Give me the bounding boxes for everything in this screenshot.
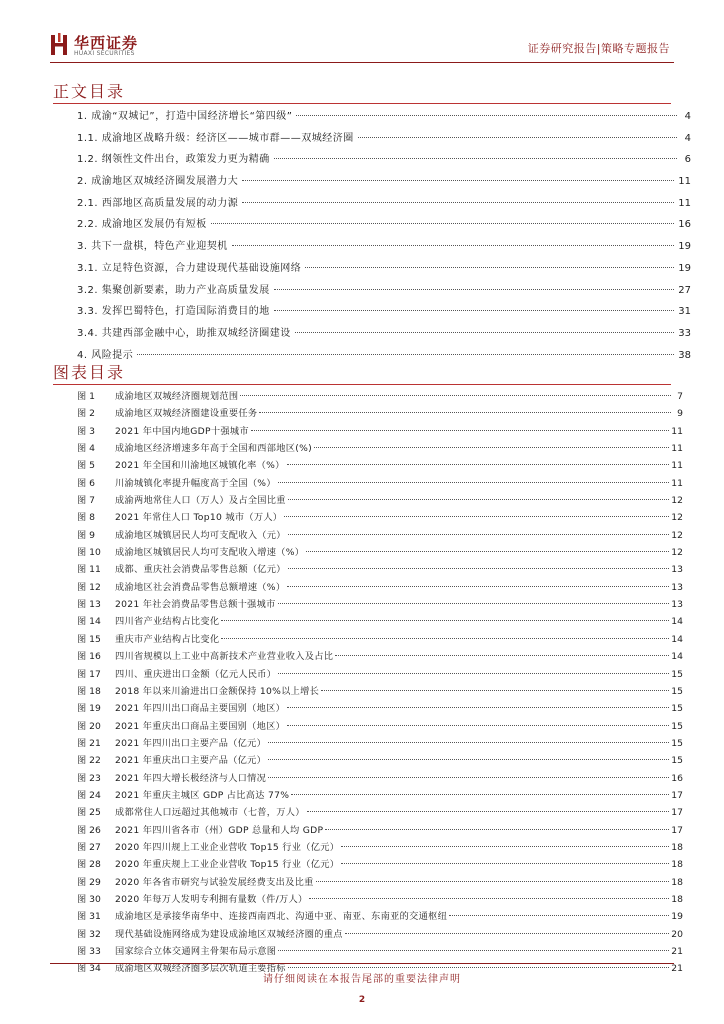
dot-leader	[274, 310, 675, 311]
toc-entry-label: 3.3. 发挥巴蜀特色，打造国际消费目的地	[77, 306, 270, 318]
dot-leader	[268, 777, 669, 778]
figure-entry-number: 图 24	[77, 789, 101, 801]
figure-entry-label: 成渝地区经济增速多年高于全国和西部地区(%)	[115, 443, 313, 455]
toc-entry-label: 1.1. 成渝地区战略升级：经济区——城市群——双城经济圈	[77, 132, 354, 144]
figure-entry-number: 图 10	[77, 547, 101, 559]
lof-title: 图表目录	[53, 363, 126, 382]
figure-entry[interactable]	[77, 596, 683, 613]
figure-entry[interactable]	[77, 561, 683, 578]
figure-entry-page: 13	[671, 599, 683, 611]
figure-entry[interactable]	[77, 700, 683, 717]
toc-entry[interactable]	[77, 215, 691, 237]
figure-entry-page: 15	[671, 720, 683, 732]
dot-leader	[278, 673, 669, 674]
figure-entry-page: 18	[671, 893, 683, 905]
figure-entry[interactable]	[77, 666, 683, 683]
figure-entry[interactable]	[77, 874, 683, 891]
figure-entry-label: 2021 年四大增长极经济与人口情况	[115, 772, 267, 784]
toc-entry-page: 11	[678, 197, 691, 209]
toc-entry-label: 1. 成渝“双城记”，打造中国经济增长“第四级”	[77, 111, 293, 122]
toc-entry[interactable]	[77, 172, 691, 194]
dot-leader	[284, 516, 669, 517]
dot-leader	[288, 568, 670, 569]
dot-leader	[335, 655, 669, 656]
figure-entry[interactable]	[77, 579, 683, 596]
toc-entry-page: 19	[678, 241, 691, 253]
figure-entry-number: 图 15	[77, 633, 101, 645]
figure-entry-page: 11	[671, 443, 683, 455]
figure-entry-label: 2021 年重庆主城区 GDP 占比高达 77%	[115, 789, 290, 801]
figure-entry-number: 图 3	[77, 425, 95, 437]
figure-entry-label: 川渝城镇化率提升幅度高于全国（%）	[115, 477, 276, 489]
toc-entry-page: 4	[684, 132, 691, 144]
toc-entry-page: 16	[678, 219, 691, 231]
dot-leader	[296, 115, 677, 116]
figure-entry-label: 2020 年每万人发明专利拥有量数（件/万人）	[115, 893, 308, 905]
figure-entry-page: 14	[671, 633, 683, 645]
figure-entry-page: 17	[671, 824, 683, 836]
figure-entry[interactable]	[77, 908, 683, 925]
footer-divider	[50, 963, 674, 964]
toc-entry[interactable]	[77, 194, 691, 216]
figure-entry[interactable]	[77, 839, 683, 856]
company-logo	[50, 33, 170, 63]
logo-chinese-name: 华西证券	[74, 34, 139, 52]
figure-entry-label: 四川、重庆进出口金额（亿元人民币）	[115, 668, 277, 680]
figure-entry-label: 成渝地区双城经济圈多层次轨道主要指标	[115, 963, 286, 975]
figure-entry-label: 成渝地区社会消费品零售总额增速（%）	[115, 581, 286, 593]
dot-leader	[295, 332, 675, 333]
toc-title-divider	[53, 103, 671, 104]
logo-mark-icon	[50, 33, 70, 57]
figure-entry[interactable]	[77, 752, 683, 769]
toc-entry-label: 2. 成渝地区双城经济圈发展潜力大	[77, 176, 239, 188]
dot-leader	[291, 794, 669, 795]
figure-entry[interactable]	[77, 475, 683, 492]
dot-leader	[251, 430, 669, 431]
figure-entry-label: 2021 年四川出口主要产品（亿元）	[115, 737, 267, 749]
figure-entry-label: 2018 年以来川渝进出口金额保持 10%以上增长	[115, 685, 320, 697]
figure-entry-page: 15	[671, 703, 683, 715]
figure-entry-number: 图 32	[77, 928, 101, 940]
figure-entry-number: 图 9	[77, 529, 95, 541]
figure-entry[interactable]	[77, 926, 683, 943]
figure-entry-page: 11	[671, 460, 683, 472]
toc-entry-page: 27	[678, 284, 691, 296]
header-divider	[50, 62, 674, 63]
figure-entry-page: 16	[671, 772, 683, 784]
dot-leader	[288, 499, 670, 500]
figure-entry-number: 图 34	[77, 963, 101, 975]
figure-entry-page: 11	[671, 477, 683, 489]
figure-entry[interactable]	[77, 770, 683, 787]
toc-entry-label: 1.2. 纲领性文件出台，政策发力更为精确	[77, 154, 270, 166]
dot-leader	[325, 829, 669, 830]
figure-entry-label: 2021 年四川省各市（州）GDP 总量和人均 GDP	[115, 824, 324, 836]
toc-title: 正文目录	[53, 82, 126, 101]
dot-leader	[278, 950, 669, 951]
figure-entry[interactable]	[77, 891, 683, 908]
table-of-contents	[77, 107, 691, 367]
dot-leader	[137, 354, 674, 355]
figure-entry[interactable]	[77, 457, 683, 474]
figure-entry-number: 图 6	[77, 477, 95, 489]
figure-entry-number: 图 8	[77, 512, 95, 524]
figure-entry-page: 11	[671, 425, 683, 437]
figure-entry-page: 12	[671, 512, 683, 524]
figure-entry-number: 图 12	[77, 581, 101, 593]
figure-entry[interactable]	[77, 388, 683, 405]
figure-entry-number: 图 1	[77, 391, 95, 402]
dot-leader	[287, 464, 670, 465]
figure-entry-page: 17	[671, 789, 683, 801]
figure-entry-page: 14	[671, 651, 683, 663]
figure-entry-number: 图 30	[77, 893, 101, 905]
toc-entry-label: 2.2. 成渝地区发展仍有短板	[77, 219, 207, 231]
toc-entry[interactable]	[77, 129, 691, 151]
report-type-label: 证券研究报告|策略专题报告	[527, 42, 670, 55]
figure-entry[interactable]	[77, 822, 683, 839]
figure-entry-page: 18	[671, 859, 683, 871]
logo-english-name: HUAXI SECURITIES	[74, 50, 135, 57]
toc-entry-page: 19	[678, 262, 691, 274]
figure-entry-number: 图 4	[77, 443, 95, 455]
figure-entry[interactable]	[77, 718, 683, 735]
dot-leader	[287, 707, 669, 708]
dot-leader	[274, 289, 675, 290]
dot-leader	[232, 245, 675, 246]
figure-entry[interactable]	[77, 683, 683, 700]
toc-entry[interactable]	[77, 346, 691, 368]
page-header	[0, 0, 724, 66]
toc-entry-label: 2.1. 西部地区高质量发展的动力源	[77, 197, 239, 209]
dot-leader	[321, 690, 669, 691]
figure-entry-label: 成渝地区是承接华南华中、连接西南西北、沟通中亚、南亚、东南亚的交通枢纽	[115, 911, 448, 923]
figure-entry-page: 18	[671, 876, 683, 888]
figure-entry[interactable]	[77, 423, 683, 440]
figure-entry[interactable]	[77, 544, 683, 561]
figure-entry-number: 图 19	[77, 703, 101, 715]
figure-entry-page: 13	[671, 564, 683, 576]
dot-leader	[287, 725, 669, 726]
figure-entry[interactable]	[77, 509, 683, 526]
figure-entry-number: 图 5	[77, 460, 95, 472]
toc-entry-label: 3.4. 共建西部金融中心，助推双城经济圈建设	[77, 327, 291, 339]
figure-entry-page: 17	[671, 807, 683, 819]
figure-entry-number: 图 2	[77, 408, 95, 420]
toc-entry[interactable]	[77, 302, 691, 324]
page-number: 2	[358, 995, 366, 1005]
figure-entry[interactable]	[77, 856, 683, 873]
figure-entry-number: 图 21	[77, 737, 101, 749]
figure-entry-number: 图 27	[77, 841, 101, 853]
figure-entry-label: 成渝地区城镇居民人均可支配收入增速（%）	[115, 547, 305, 559]
dot-leader	[278, 603, 670, 604]
toc-entry-page: 31	[678, 306, 691, 318]
figure-entry-label: 国家综合立体交通网主骨架布局示意图	[115, 946, 277, 957]
dot-leader	[287, 586, 669, 587]
figure-entry-page: 14	[671, 616, 683, 628]
dot-leader	[240, 395, 671, 396]
figure-entry-number: 图 16	[77, 651, 101, 663]
dot-leader	[358, 137, 677, 138]
dot-leader	[274, 158, 677, 159]
figure-entry-label: 重庆市产业结构占比变化	[115, 633, 220, 645]
dot-leader	[221, 638, 669, 639]
figure-entry-label: 成渝地区双城经济圈规划范围	[115, 391, 239, 402]
figure-entry-label: 2021 年社会消费品零售总额十强城市	[115, 599, 276, 611]
figure-entry-label: 2021 年全国和川渝地区城镇化率（%）	[115, 460, 285, 472]
figure-entry[interactable]	[77, 943, 683, 960]
figure-entry-number: 图 22	[77, 755, 101, 767]
figure-entry-label: 2021 年重庆出口主要产品（亿元）	[115, 755, 267, 767]
toc-entry-page: 4	[684, 111, 691, 122]
figure-entry-label: 成都常住人口远超过其他城市（七普，万人）	[115, 807, 305, 819]
figure-entry-label: 2020 年重庆规上工业企业营收 Top15 行业（亿元）	[115, 859, 340, 871]
dot-leader	[449, 915, 669, 916]
toc-entry-page: 33	[678, 327, 691, 339]
toc-entry[interactable]	[77, 150, 691, 172]
dot-leader	[242, 202, 674, 203]
figure-entry-page: 21	[671, 946, 683, 957]
list-of-figures	[77, 388, 683, 978]
figure-entry-page: 12	[671, 547, 683, 559]
figure-entry[interactable]	[77, 405, 683, 422]
toc-entry-label: 3.2. 集聚创新要素，助力产业高质量发展	[77, 284, 270, 296]
figure-entry-page: 20	[671, 928, 683, 940]
figure-entry-label: 2020 年各省市研究与试验发展经费支出及比重	[115, 876, 314, 888]
figure-entry-number: 图 14	[77, 616, 101, 628]
figure-entry-label: 2021 年常住人口 Top10 城市（万人）	[115, 512, 283, 524]
figure-entry-label: 现代基础设施网络成为建设成渝地区双城经济圈的重点	[115, 928, 343, 940]
figure-entry-page: 12	[671, 495, 683, 507]
figure-entry-page: 9	[677, 408, 683, 420]
figure-entry-page: 12	[671, 529, 683, 541]
figure-entry-number: 图 33	[77, 946, 101, 957]
figure-entry-number: 图 26	[77, 824, 101, 836]
figure-entry-number: 图 7	[77, 495, 95, 507]
toc-entry-label: 3.1. 立足特色资源，合力建设现代基础设施网络	[77, 262, 302, 274]
dot-leader	[305, 267, 674, 268]
figure-entry-label: 成都、重庆社会消费品零售总额（亿元）	[115, 564, 286, 576]
figure-entry-page: 15	[671, 685, 683, 697]
toc-entry-page: 38	[678, 349, 691, 361]
lof-title-divider	[53, 384, 671, 385]
dot-leader	[288, 534, 670, 535]
figure-entry-label: 四川省产业结构占比变化	[115, 616, 220, 628]
figure-entry-number: 图 11	[77, 564, 101, 576]
figure-entry[interactable]	[77, 804, 683, 821]
toc-entry[interactable]	[77, 259, 691, 281]
dot-leader	[221, 620, 669, 621]
figure-entry-number: 图 28	[77, 859, 101, 871]
figure-entry-label: 四川省规模以上工业中高新技术产业营业收入及占比	[115, 651, 334, 663]
figure-entry-page: 18	[671, 841, 683, 853]
figure-entry-number: 图 25	[77, 807, 101, 819]
dot-leader	[288, 967, 670, 968]
figure-entry-number: 图 20	[77, 720, 101, 732]
figure-entry-label: 2021 年中国内地GDP十强城市	[115, 425, 249, 437]
figure-entry[interactable]	[77, 440, 683, 457]
legal-disclaimer: 请仔细阅读在本报告尾部的重要法律声明	[263, 974, 461, 985]
dot-leader	[268, 759, 669, 760]
figure-entry-label: 2020 年四川规上工业企业营收 Top15 行业（亿元）	[115, 841, 340, 853]
figure-entry-number: 图 29	[77, 876, 101, 888]
figure-entry-page: 15	[671, 737, 683, 749]
figure-entry-number: 图 17	[77, 668, 101, 680]
dot-leader	[309, 898, 669, 899]
toc-entry-label: 4. 风险提示	[77, 349, 134, 361]
dot-leader	[341, 846, 669, 847]
dot-leader	[259, 412, 671, 413]
dot-leader	[268, 742, 669, 743]
dot-leader	[316, 881, 670, 882]
toc-entry[interactable]	[77, 324, 691, 346]
dot-leader	[345, 933, 670, 934]
figure-entry[interactable]	[77, 735, 683, 752]
dot-leader	[211, 223, 675, 224]
toc-entry-label: 3. 共下一盘棋，特色产业迎契机	[77, 241, 228, 253]
figure-entry-number: 图 18	[77, 685, 101, 697]
figure-entry[interactable]	[77, 527, 683, 544]
toc-entry-page: 6	[684, 154, 691, 166]
figure-entry-page: 15	[671, 755, 683, 767]
dot-leader	[242, 180, 674, 181]
toc-entry-page: 11	[678, 176, 691, 188]
figure-entry-label: 成渝地区双城经济圈建设重要任务	[115, 408, 258, 420]
dot-leader	[307, 811, 670, 812]
figure-entry[interactable]	[77, 648, 683, 665]
figure-entry-page: 19	[671, 911, 683, 923]
figure-entry-page: 21	[671, 963, 683, 975]
figure-entry-label: 2021 年重庆出口商品主要国别（地区）	[115, 720, 286, 732]
figure-entry-label: 成渝地区城镇居民人均可支配收入（元）	[115, 529, 286, 541]
figure-entry-label: 成渝两地常住人口（万人）及占全国比重	[115, 495, 286, 507]
dot-leader	[278, 482, 669, 483]
figure-entry-number: 图 23	[77, 772, 101, 784]
figure-entry[interactable]	[77, 613, 683, 630]
toc-entry[interactable]	[77, 281, 691, 303]
figure-entry-number: 图 31	[77, 911, 101, 923]
figure-entry[interactable]	[77, 787, 683, 804]
figure-entry-number: 图 13	[77, 599, 101, 611]
dot-leader	[341, 863, 669, 864]
figure-entry-page: 7	[677, 391, 683, 402]
figure-entry[interactable]	[77, 631, 683, 648]
figure-entry[interactable]	[77, 492, 683, 509]
dot-leader	[314, 447, 669, 448]
figure-entry-page: 13	[671, 581, 683, 593]
toc-entry[interactable]	[77, 237, 691, 259]
figure-entry-label: 2021 年四川出口商品主要国别（地区）	[115, 703, 286, 715]
dot-leader	[306, 551, 669, 552]
figure-entry-page: 15	[671, 668, 683, 680]
toc-entry[interactable]	[77, 107, 691, 129]
